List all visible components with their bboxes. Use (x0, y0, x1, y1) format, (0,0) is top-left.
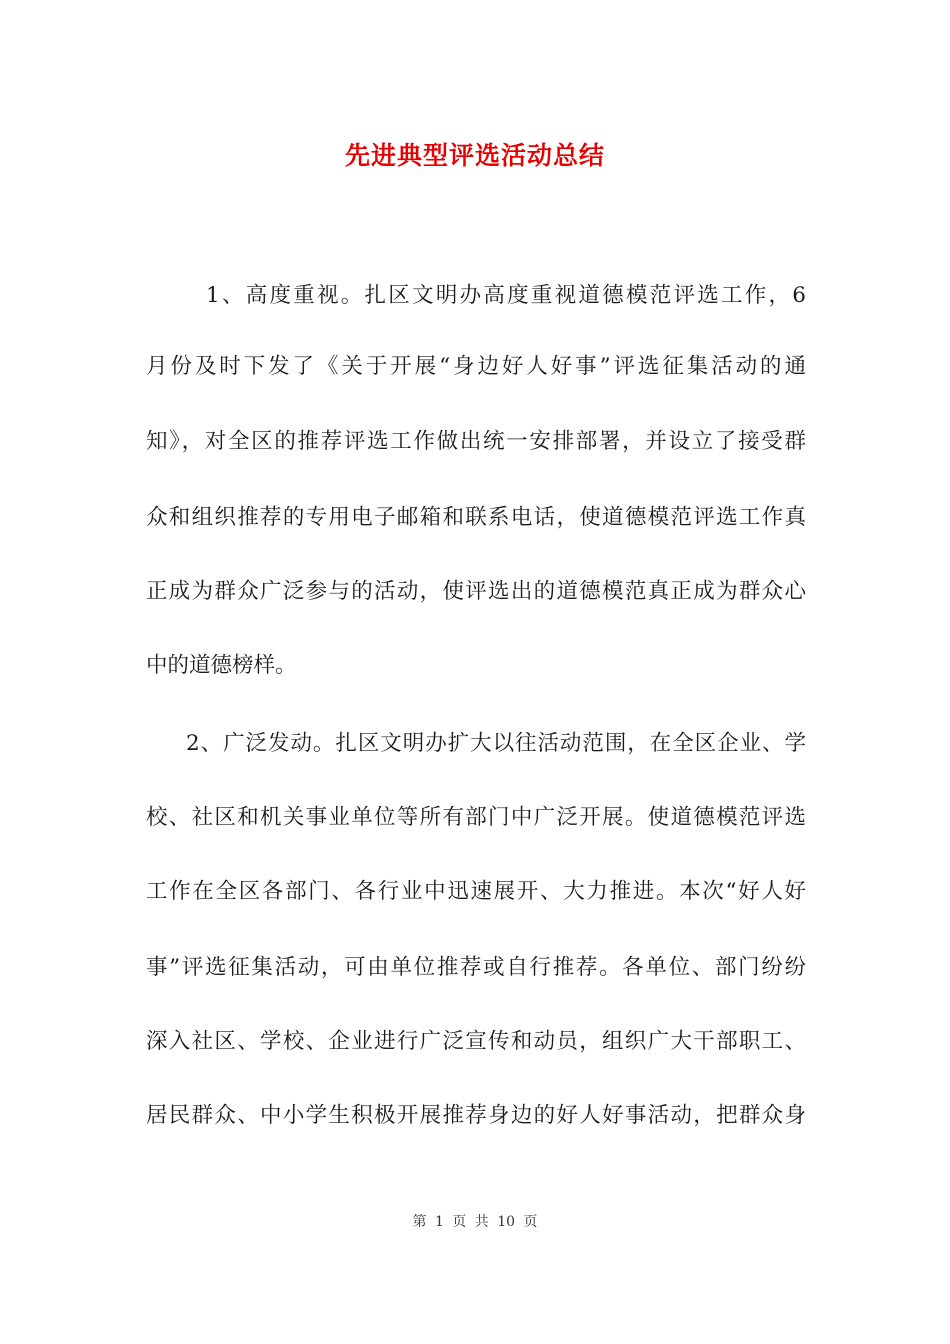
paragraph-line: 知》，对全区的推荐评选工作做出统一安排部署，并设立了接受群 (146, 429, 806, 454)
paragraph-line: 中的道德榜样。 (146, 653, 297, 678)
paragraph-line: 月份及时下发了《关于开展“身边好人好事”评选征集活动的通 (146, 354, 806, 379)
paragraph-line: 正成为群众广泛参与的活动，使评选出的道德模范真正成为群众心 (146, 579, 806, 604)
paragraph-line: 居民群众、中小学生积极开展推荐身边的好人好事活动，把群众身 (146, 1103, 806, 1128)
paragraph-line: 众和组织推荐的专用电子邮箱和联系电话，使道德模范评选工作真 (146, 505, 806, 530)
paragraph-line: 校、社区和机关事业单位等所有部门中广泛开展。使道德模范评选 (146, 805, 806, 830)
paragraph-line: 深入社区、学校、企业进行广泛宣传和动员，组织广大干部职工、 (146, 1029, 806, 1054)
paragraph-line: 2、广泛发动。扎区文明办扩大以往活动范围，在全区企业、学 (186, 731, 806, 756)
document-title: 先进典型评选活动总结 (344, 141, 605, 170)
page-footer: 第 1 页 共 10 页 (412, 1214, 538, 1230)
paragraph-line: 工作在全区各部门、各行业中迅速展开、大力推进。本次“好人好 (146, 879, 806, 904)
paragraph-line: 事”评选征集活动，可由单位推荐或自行推荐。各单位、部门纷纷 (146, 955, 806, 980)
paragraph-line: 1、高度重视。扎区文明办高度重视道德模范评选工作，6 (206, 283, 806, 308)
